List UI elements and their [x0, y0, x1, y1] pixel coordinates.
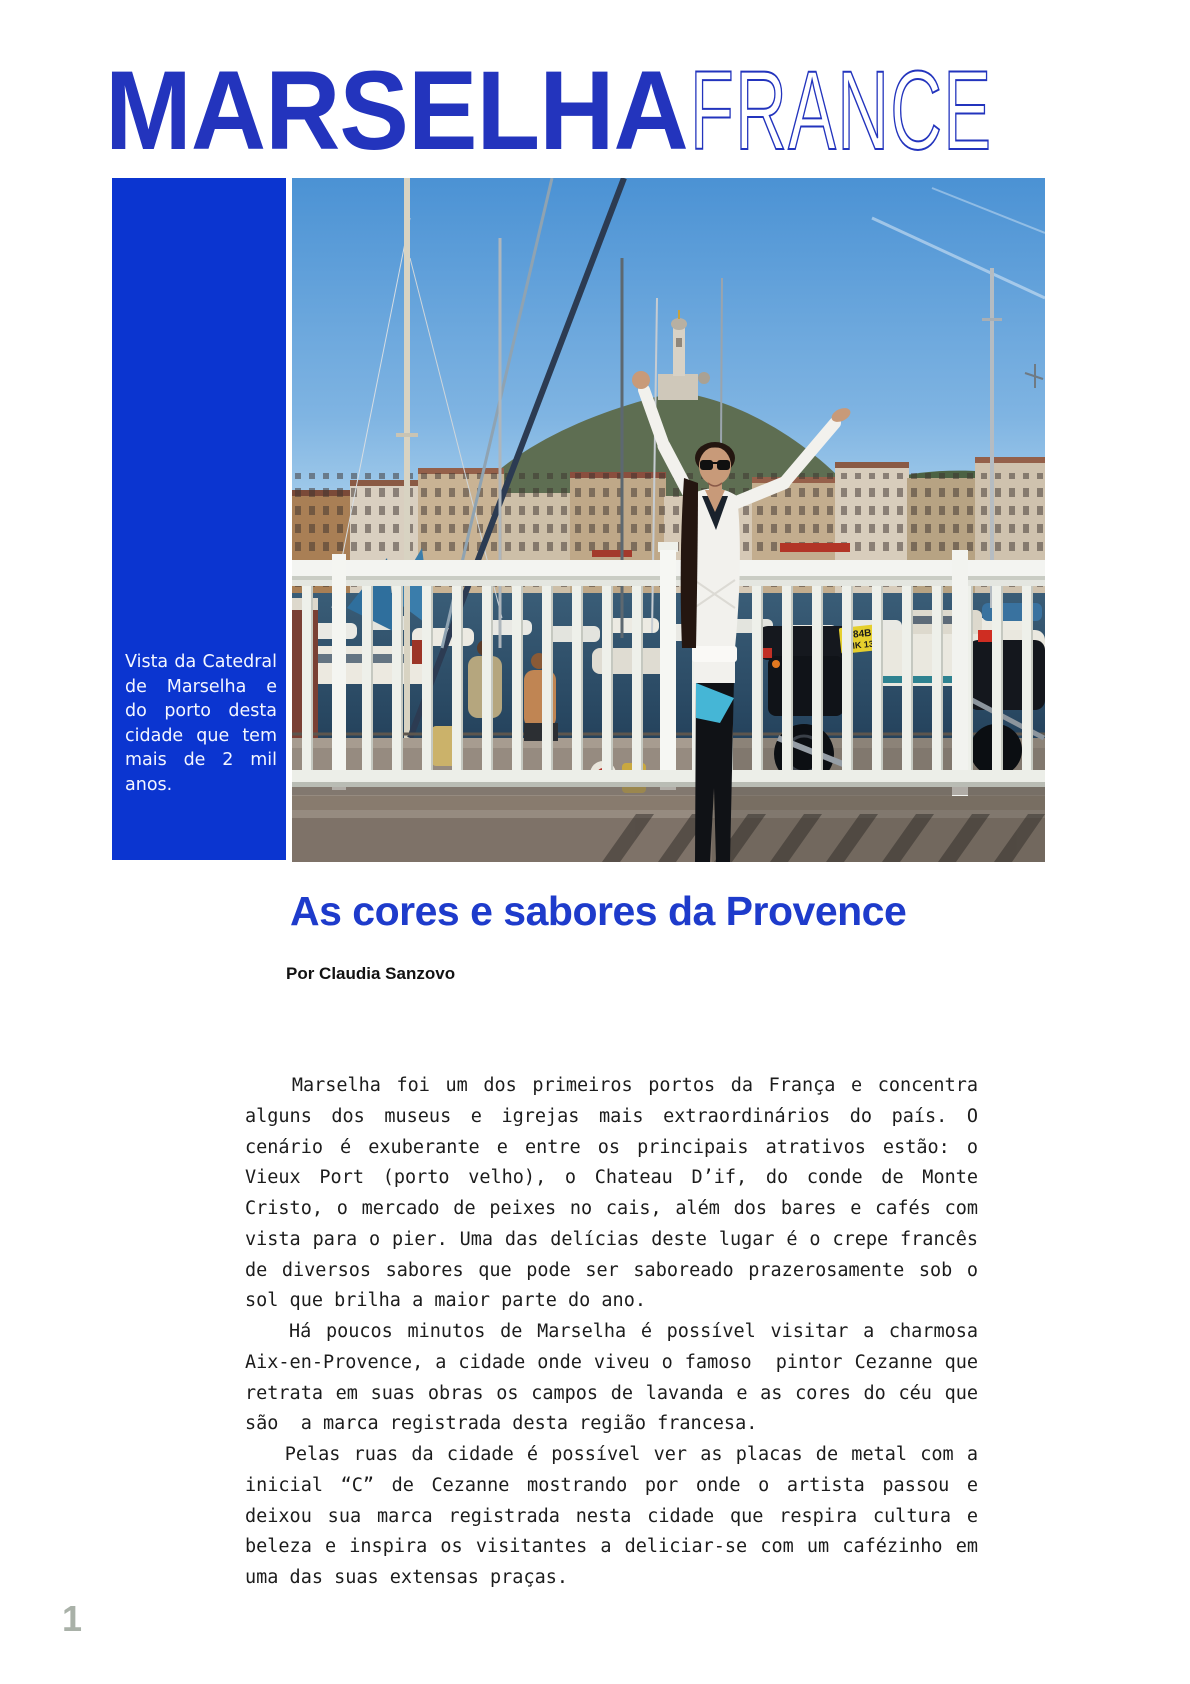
text-line: são a marca registrada desta região francesa.	[245, 1413, 758, 1435]
photo-caption-panel	[112, 178, 286, 860]
text-line: Cristo, o mercado de peixes no cais, além dos bares e cafés com	[245, 1198, 978, 1219]
text-line: Pelas ruas da cidade é possível ver as placas de metal com a	[245, 1444, 979, 1465]
text-line: alguns dos museus e igrejas mais extraordinários do país. O	[245, 1105, 978, 1127]
text-line: deixou sua marca registrada nesta cidade que respira cultura e	[245, 1505, 978, 1527]
text-line: Marselha foi um dos primeiros portos da França e concentra	[245, 1075, 978, 1096]
masthead	[105, 48, 1085, 173]
text-line: retrata em suas obras os campos de lavanda e as cores do céu que	[245, 1382, 978, 1404]
text-line: Vieux Port (porto velho), o Chateau D’if, do conde de Monte	[245, 1167, 978, 1189]
text-line: beleza e inspira os visitantes a deliciar-se com um cafézinho em	[245, 1536, 978, 1558]
hair-side	[681, 478, 698, 648]
masthead-title-france: FRANCE	[690, 48, 993, 173]
text-line: de diversos sabores que pode ser saboreado prazerosamente sob o	[245, 1259, 978, 1281]
left-hand	[632, 371, 650, 389]
text-line: mais de 2 mil	[125, 750, 277, 770]
text-line: Aix-en-Provence, a cidade onde viveu o famoso pintor Cezanne que	[245, 1351, 978, 1373]
article-headline: As cores e sabores da Provence	[290, 888, 907, 934]
sunglasses-left	[700, 460, 713, 470]
text-line: inicial “C” de Cezanne mostrando por onde o artista passou e	[245, 1474, 978, 1496]
text-line: cenário é exuberante e entre os principais atrativos estão: o	[245, 1136, 978, 1158]
text-line: vista para o pier. Uma das delícias deste lugar é o crepe francês	[245, 1228, 978, 1250]
article-body	[245, 1071, 978, 1594]
masthead-title-marselha: MARSELHA	[105, 48, 688, 173]
text-line: do porto desta	[125, 701, 277, 721]
text-line: uma das suas extensas praças.	[245, 1567, 569, 1588]
harbor-photo	[292, 178, 1045, 862]
text-line: Vista da Catedral	[125, 652, 277, 672]
text-line: Há poucos minutos de Marselha é possível visitar a charmosa	[245, 1321, 978, 1342]
text-line: de Marselha e	[125, 676, 277, 697]
page-number: 1	[62, 1598, 83, 1639]
white-fence	[292, 542, 1045, 796]
sunglasses-right	[717, 460, 730, 470]
harbor-photo-illustration	[292, 178, 1045, 862]
photo-caption	[125, 650, 277, 797]
text-line: cidade que tem	[125, 725, 277, 746]
article-byline: Por Claudia Sanzovo	[286, 964, 456, 983]
text-line: anos.	[125, 774, 173, 795]
fence-shadow	[292, 787, 1045, 795]
text-line: sol que brilha a maior parte do ano.	[245, 1290, 646, 1312]
